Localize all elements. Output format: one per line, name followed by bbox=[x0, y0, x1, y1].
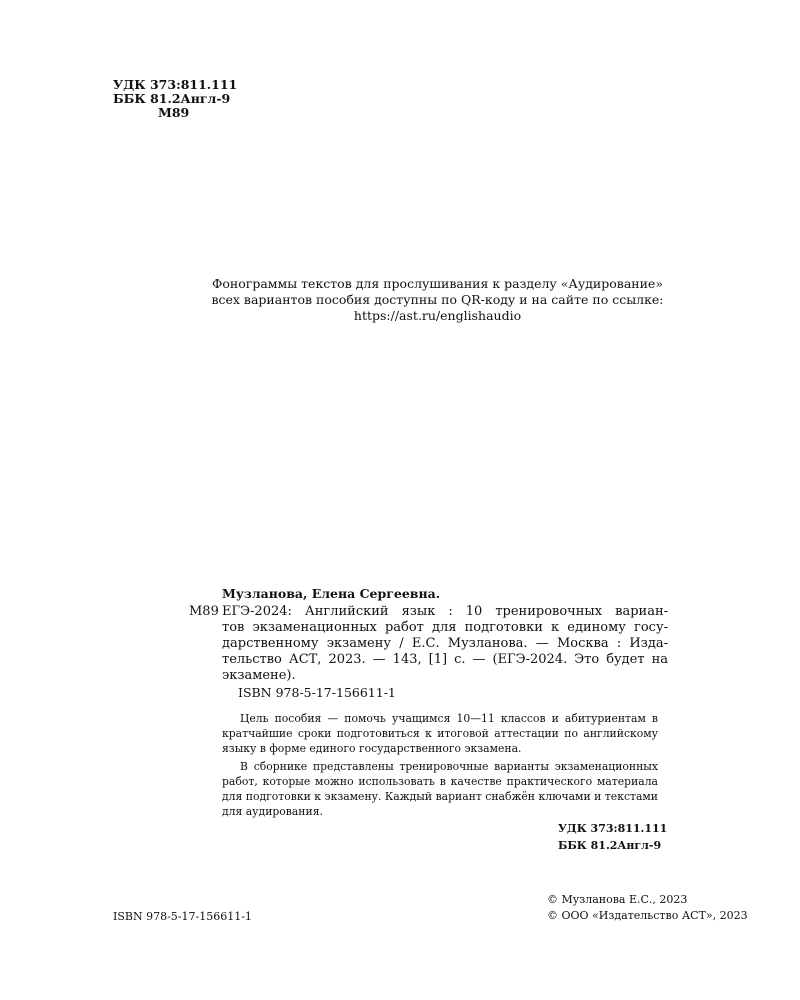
classification-bottom bbox=[558, 820, 667, 854]
card-author: Музланова, Елена Сергеевна. bbox=[222, 586, 441, 601]
copyright-publisher: © ООО «Издательство АСТ», 2023 bbox=[547, 909, 748, 922]
card-isbn: ISBN 978-5-17-156611-1 bbox=[238, 685, 396, 700]
annotation bbox=[222, 711, 658, 822]
annotation-line: Цель пособия — помочь учащимся 10—11 классов и абитуриентам в bbox=[240, 712, 658, 725]
audio-note-line-2: всех вариантов пособия доступны по QR-коду и на сайте по ссылке: bbox=[211, 292, 664, 307]
udk-code: УДК 373:811.111 bbox=[113, 77, 238, 92]
classification-top bbox=[113, 78, 237, 120]
biblio-line: экзамене). bbox=[222, 668, 296, 683]
annotation-paragraph-2 bbox=[222, 759, 658, 819]
footer-isbn: ISBN 978-5-17-156611-1 bbox=[113, 910, 252, 923]
annotation-line: кратчайшие сроки подготовиться к итоговой аттестации по английскому bbox=[222, 727, 658, 740]
author-mark: М89 bbox=[158, 105, 190, 120]
annotation-line: работ, которые можно использовать в качестве практического материала bbox=[222, 775, 658, 788]
annotation-paragraph-1 bbox=[222, 711, 658, 756]
audio-link[interactable]: https://ast.ru/englishaudio bbox=[353, 308, 522, 323]
bbk-code: ББК 81.2Англ-9 bbox=[113, 91, 231, 106]
bibliographic-description bbox=[222, 604, 668, 684]
annotation-line: для аудирования. bbox=[222, 805, 323, 818]
copyright-block bbox=[547, 892, 748, 924]
udk-code-bottom: УДК 373:811.111 bbox=[558, 822, 668, 835]
annotation-line: В сборнике представлены тренировочные варианты экзаменационных bbox=[240, 760, 658, 773]
copyright-author: © Музланова Е.С., 2023 bbox=[547, 893, 688, 906]
bbk-code-bottom: ББК 81.2Англ-9 bbox=[558, 839, 662, 852]
annotation-line: языку в форме единого государственного экзамена. bbox=[222, 742, 522, 755]
biblio-line: тельство АСТ, 2023. — 143, [1] с. — (ЕГЭ-2024. Это будет на bbox=[222, 652, 668, 667]
audio-note bbox=[150, 276, 725, 324]
biblio-line: ЕГЭ-2024: Английский язык : 10 тренировочных вариан- bbox=[222, 604, 668, 619]
annotation-line: для подготовки к экзамену. Каждый вариант снабжён ключами и текстами bbox=[222, 790, 658, 803]
biblio-line: дарственному экзамену / Е.С. Музланова. — Москва : Изда- bbox=[222, 636, 668, 651]
card-author-mark: М89 bbox=[189, 604, 219, 619]
biblio-line: тов экзаменационных работ для подготовки к единому госу- bbox=[222, 620, 668, 635]
audio-note-line-1: Фонограммы текстов для прослушивания к разделу «Аудирование» bbox=[212, 276, 663, 291]
